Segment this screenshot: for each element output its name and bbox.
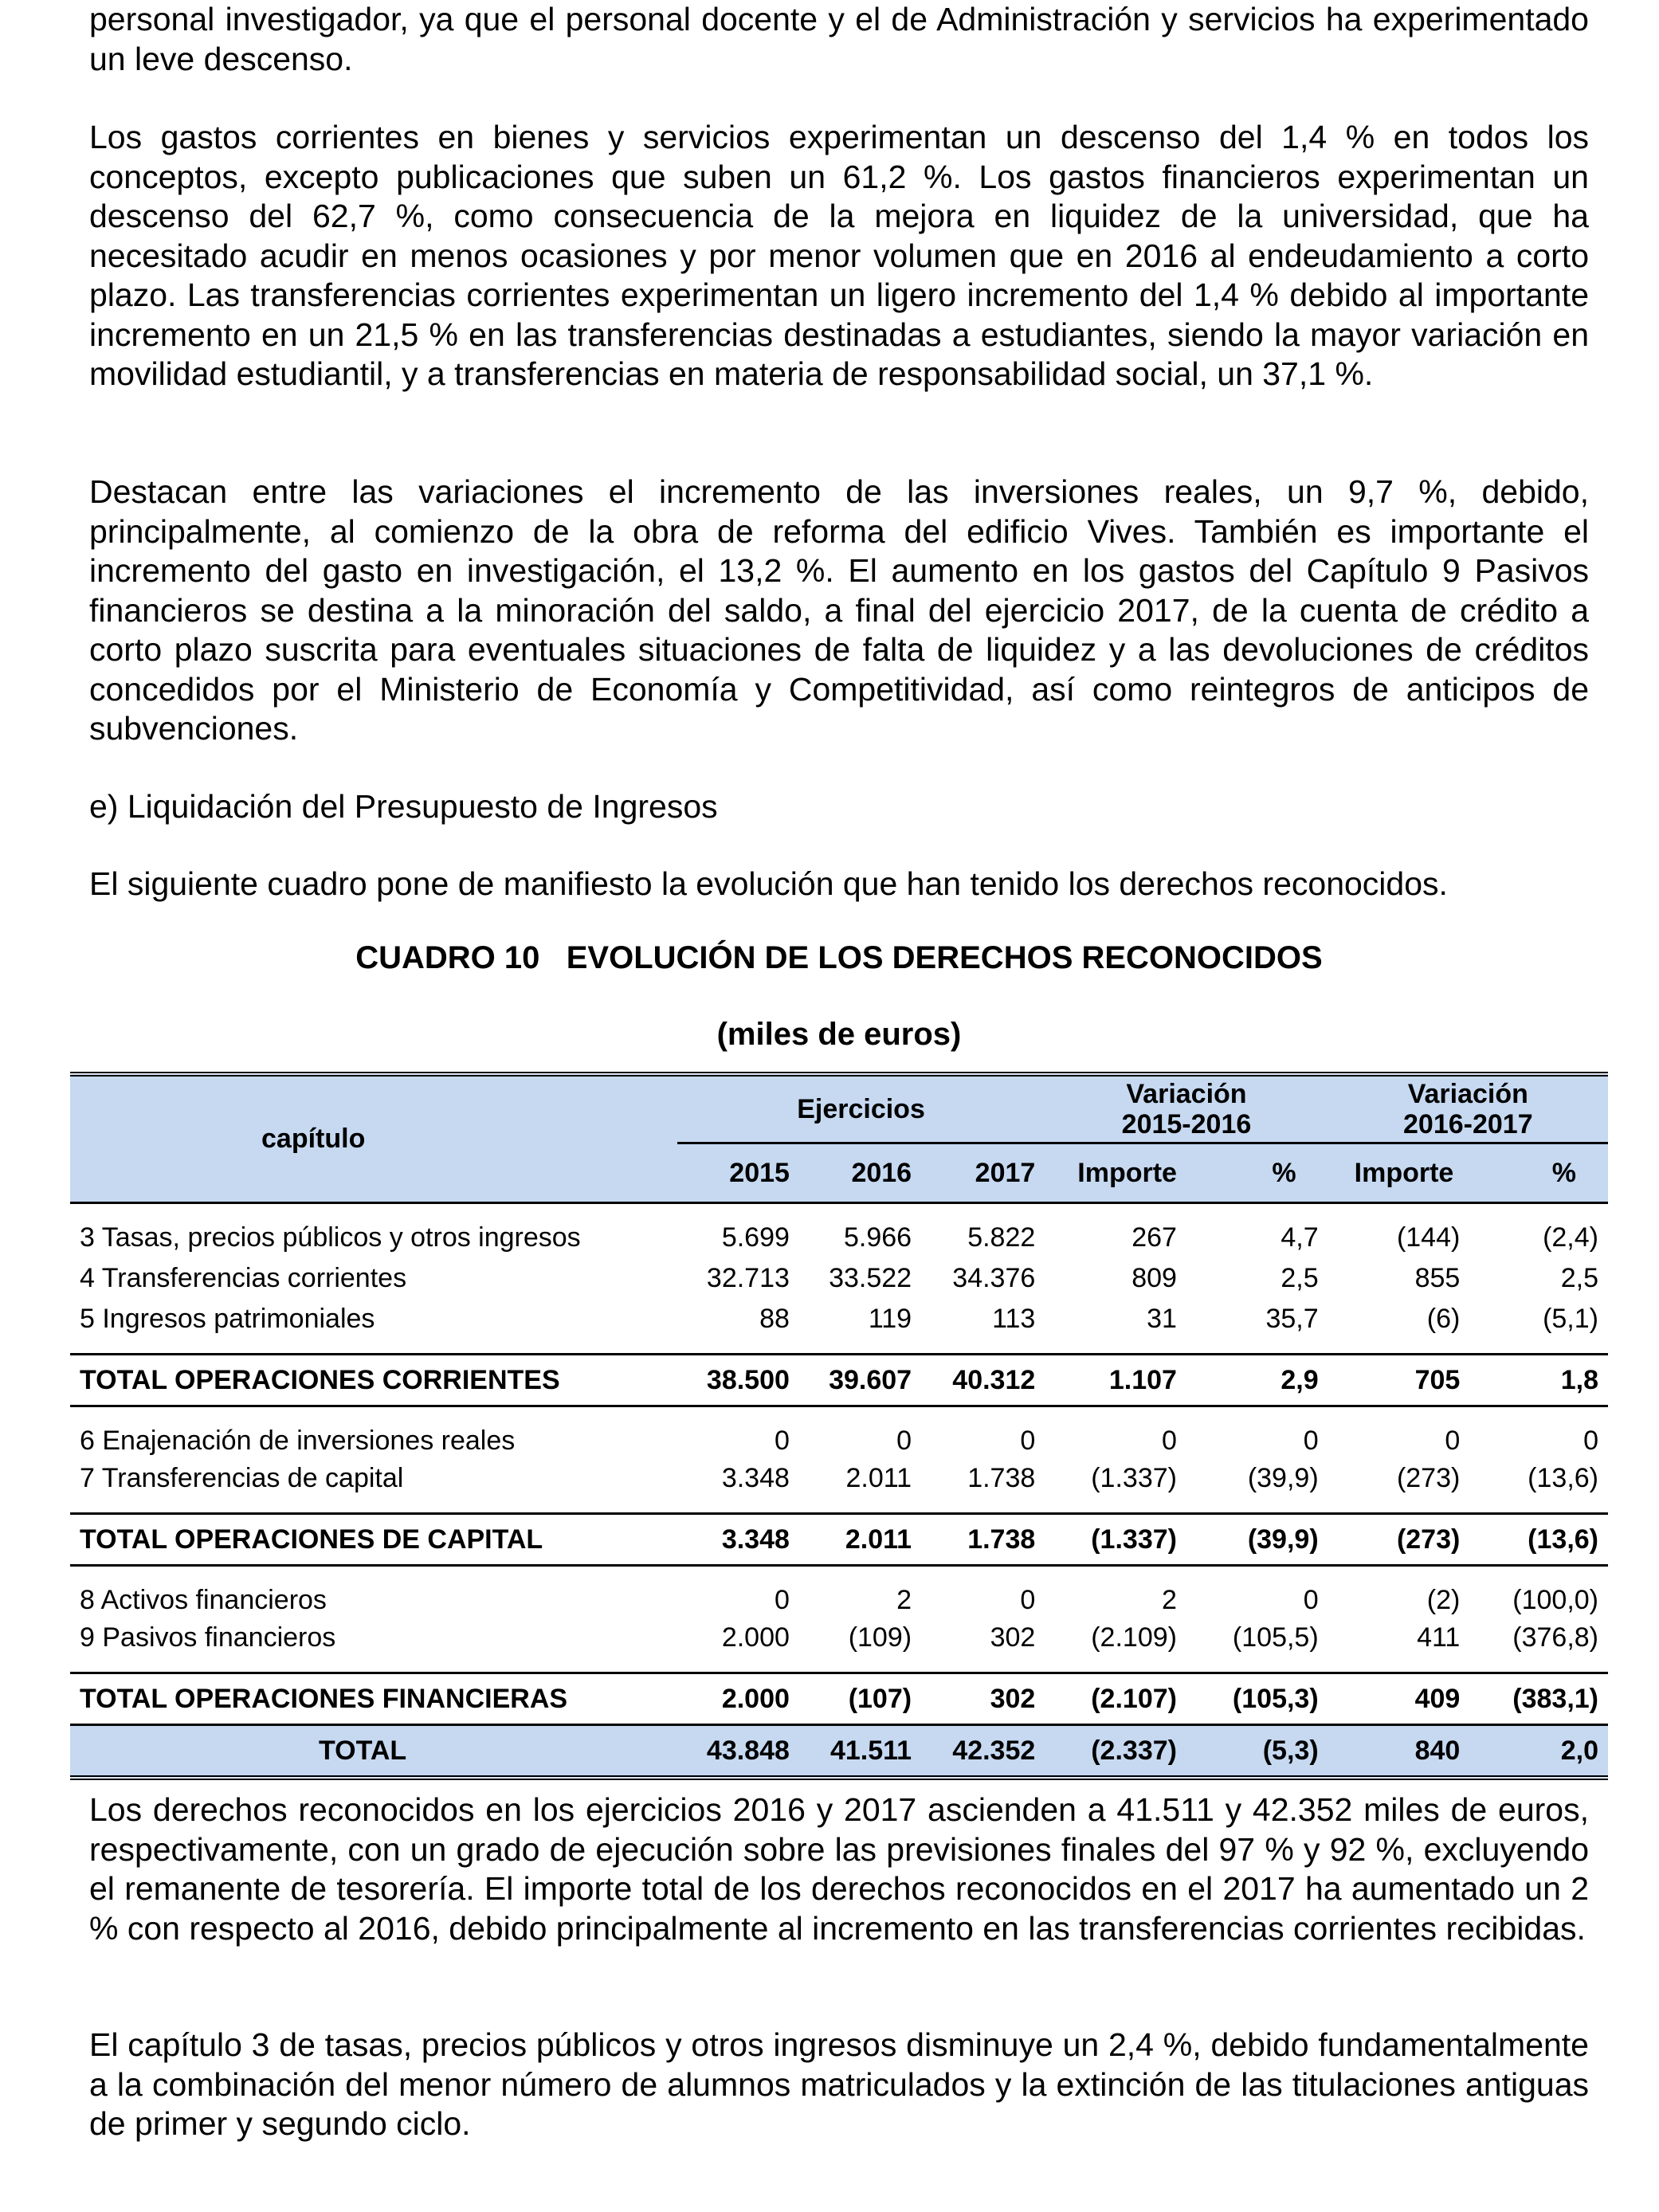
row-value: 1.738 <box>967 1463 1036 1493</box>
row-value: 2.011 <box>845 1524 912 1555</box>
table-row-total <box>70 1673 1608 1725</box>
row-value: 34.376 <box>952 1263 1036 1293</box>
row-label: 4 Transferencias corrientes <box>80 1263 407 1293</box>
table-row <box>70 1203 1608 1257</box>
row-value: 2,5 <box>1560 1263 1598 1293</box>
row-value: 0 <box>1162 1426 1177 1456</box>
header-pct-1: % <box>1272 1157 1296 1188</box>
row-value: (109) <box>848 1622 912 1653</box>
row-value: (376,8) <box>1512 1622 1598 1653</box>
header-variacion-2-line1: Variación <box>1407 1079 1528 1109</box>
row-value: (100,0) <box>1512 1585 1598 1615</box>
row-value: (1.337) <box>1091 1524 1177 1555</box>
table-row <box>70 1460 1608 1514</box>
row-value: 705 <box>1414 1364 1461 1395</box>
table-row <box>70 1406 1608 1461</box>
row-value: 2.000 <box>721 1683 790 1714</box>
paragraph-gastos-corrientes: Los gastos corrientes en bienes y servicios experimentan un descenso del 1,4 % en todos los conceptos, excepto publicaciones que suben un 61,2 %. Los gastos financieros experimentan un descenso del 62,7 %, como consecuencia de la mejora en liquidez de la universidad, que ha necesitado acudir en menos ocasiones y por menor volumen que en 2016 al endeudamiento a corto plazo. Las transferencias corrientes experimentan un ligero incremento del 1,4 % debido al importante incremento en un 21,5 % en las transferencias destinadas a estudiantes, siendo la mayor variación en movilidad estudiantil, y a transferencias en materia de responsabilidad social, un 37,1 %. <box>89 119 1589 392</box>
row-value: 0 <box>775 1426 790 1456</box>
row-label: 9 Pasivos financieros <box>80 1622 336 1653</box>
table-row-total <box>70 1355 1608 1406</box>
row-value: 40.312 <box>952 1364 1036 1395</box>
row-value: 113 <box>992 1304 1036 1334</box>
row-value: (105,3) <box>1232 1683 1319 1714</box>
table-body <box>70 1203 1608 1779</box>
row-value: (107) <box>848 1683 912 1714</box>
header-capitulo: capítulo <box>261 1124 366 1154</box>
row-value: 5.966 <box>843 1222 912 1253</box>
intro-sentence: El siguiente cuadro pone de manifiesto la evolución que han tenido los derechos reconocidos. <box>89 865 1448 902</box>
header-2016: 2016 <box>851 1157 912 1188</box>
header-variacion-1-line2: 2015-2016 <box>1121 1109 1252 1139</box>
row-value: 0 <box>1020 1585 1036 1615</box>
row-label: TOTAL OPERACIONES CORRIENTES <box>80 1364 560 1395</box>
table-row <box>70 1257 1608 1300</box>
table-row <box>70 1300 1608 1355</box>
row-value: 2 <box>896 1585 912 1615</box>
header-variacion-1-line1: Variación <box>1126 1079 1247 1109</box>
row-value: 2,9 <box>1281 1364 1319 1395</box>
row-value: 42.352 <box>952 1735 1036 1766</box>
row-value: 0 <box>896 1426 912 1456</box>
header-2017: 2017 <box>975 1157 1036 1188</box>
row-label: 5 Ingresos patrimoniales <box>80 1304 375 1334</box>
paragraph-capitulo-3: El capítulo 3 de tasas, precios públicos y otros ingresos disminuye un 2,4 %, debido fundamentalmente a la combinación del menor número de alumnos matriculados y la extinción de las titulaciones antiguas de primer y segundo ciclo. <box>89 2026 1589 2142</box>
row-value: 0 <box>1445 1426 1461 1456</box>
header-variacion-2016-2017 <box>1328 1074 1608 1143</box>
row-value: 2,5 <box>1281 1263 1319 1293</box>
table-header-row-1 <box>70 1074 1608 1143</box>
row-value: 0 <box>1583 1426 1598 1456</box>
paragraph-personal: personal investigador, ya que el personal docente y el de Administración y servicios ha experimentado un leve descenso. <box>89 1 1589 77</box>
row-value: 409 <box>1414 1683 1461 1714</box>
row-value: (5,3) <box>1262 1735 1319 1766</box>
row-value: (13,6) <box>1528 1524 1598 1555</box>
row-value: 4,7 <box>1281 1222 1319 1253</box>
row-value: (39,9) <box>1247 1524 1319 1555</box>
row-value: (105,5) <box>1232 1622 1319 1653</box>
row-value: 119 <box>868 1304 912 1334</box>
row-value: 31 <box>1147 1304 1177 1334</box>
row-value: 35,7 <box>1265 1304 1319 1334</box>
row-value: 302 <box>990 1683 1036 1714</box>
row-label: 8 Activos financieros <box>80 1585 327 1615</box>
table-row-grand-total <box>70 1725 1608 1779</box>
row-value: 5.699 <box>721 1222 790 1253</box>
derechos-reconocidos-table <box>70 1072 1608 1780</box>
row-label: 3 Tasas, precios públicos y otros ingresos <box>80 1222 581 1253</box>
row-value: (2) <box>1426 1585 1461 1615</box>
row-value: 0 <box>1020 1426 1036 1456</box>
row-value: 32.713 <box>706 1263 790 1293</box>
row-value: 809 <box>1131 1263 1177 1293</box>
row-value: 0 <box>1303 1585 1319 1615</box>
table-title: CUADRO 10 EVOLUCIÓN DE LOS DERECHOS RECONOCIDOS <box>355 940 1323 975</box>
row-value: (39,9) <box>1247 1463 1319 1493</box>
row-value: 2,0 <box>1560 1735 1598 1766</box>
row-value: 39.607 <box>829 1364 912 1395</box>
row-value: (1.337) <box>1091 1463 1177 1493</box>
header-ejercicios: Ejercicios <box>677 1074 1045 1143</box>
row-value: (383,1) <box>1512 1683 1598 1714</box>
table-row <box>70 1619 1608 1673</box>
row-value: (273) <box>1396 1524 1461 1555</box>
row-value: (6) <box>1426 1304 1461 1334</box>
row-label: 6 Enajenación de inversiones reales <box>80 1426 516 1456</box>
row-value: (273) <box>1396 1463 1461 1493</box>
row-label: TOTAL <box>319 1735 407 1766</box>
row-value: 88 <box>759 1304 790 1334</box>
row-value: 1.738 <box>967 1524 1036 1555</box>
row-value: (2,4) <box>1543 1222 1598 1253</box>
row-value: (2.107) <box>1091 1683 1177 1714</box>
paragraph-inversiones: Destacan entre las variaciones el incremento de las inversiones reales, un 9,7 %, debido, principalmente, al comienzo de la obra de reforma del edificio Vives. También es importante el incremento del gasto en investigación, el 13,2 %. El aumento en los gastos del Capítulo 9 Pasivos financieros se destina a la minoración del saldo, a final del ejercicio 2017, de la cuenta de crédito a corto plazo suscrita para eventuales situaciones de falta de liquidez y a las devoluciones de créditos concedidos por el Ministerio de Economía y Competitividad, así como reintegros de anticipos de subvenciones. <box>89 473 1589 747</box>
table-row-total <box>70 1514 1608 1566</box>
row-value: 33.522 <box>829 1263 912 1293</box>
row-value: 855 <box>1414 1263 1461 1293</box>
paragraph-derechos: Los derechos reconocidos en los ejercicios 2016 y 2017 ascienden a 41.511 y 42.352 miles de euros, respectivamente, con un grado de ejecución sobre las previsiones finales del 97 % y 92 %, excluyendo el remanente de tesorería. El importe total de los derechos reconocidos en el 2017 ha aumentado un 2 % con respecto al 2016, debido principalmente al incremento en las transferencias corrientes recibidas. <box>89 1791 1589 1947</box>
row-value: 1,8 <box>1560 1364 1598 1395</box>
row-value: (13,6) <box>1528 1463 1598 1493</box>
row-value: (2.337) <box>1091 1735 1177 1766</box>
header-variacion-2-line2: 2016-2017 <box>1403 1109 1533 1139</box>
row-value: 2.011 <box>845 1463 912 1493</box>
row-value: 5.822 <box>967 1222 1036 1253</box>
row-value: 411 <box>1417 1622 1461 1653</box>
header-pct-2: % <box>1551 1157 1576 1188</box>
row-value: (5,1) <box>1543 1304 1598 1334</box>
row-label: TOTAL OPERACIONES DE CAPITAL <box>80 1524 543 1555</box>
row-value: 1.107 <box>1108 1364 1177 1395</box>
row-value: (144) <box>1396 1222 1461 1253</box>
row-value: 43.848 <box>706 1735 790 1766</box>
row-label: 7 Transferencias de capital <box>80 1463 404 1493</box>
row-value: 302 <box>990 1622 1036 1653</box>
row-value: 41.511 <box>830 1735 912 1766</box>
row-label: TOTAL OPERACIONES FINANCIERAS <box>80 1683 568 1714</box>
row-value: 2 <box>1162 1585 1177 1615</box>
row-value: (2.109) <box>1091 1622 1177 1653</box>
row-value: 840 <box>1414 1735 1461 1766</box>
header-importe-1: Importe <box>1077 1157 1177 1188</box>
row-value: 0 <box>775 1585 790 1615</box>
table-row <box>70 1566 1608 1620</box>
row-value: 3.348 <box>721 1463 790 1493</box>
header-variacion-2015-2016 <box>1045 1074 1328 1143</box>
section-heading: e) Liquidación del Presupuesto de Ingresos <box>89 788 718 825</box>
row-value: 2.000 <box>721 1622 790 1653</box>
row-value: 38.500 <box>706 1364 790 1395</box>
header-2015: 2015 <box>729 1157 790 1188</box>
row-value: 3.348 <box>721 1524 790 1555</box>
table-subtitle: (miles de euros) <box>716 1017 962 1052</box>
header-importe-2: Importe <box>1354 1157 1454 1188</box>
row-value: 0 <box>1303 1426 1319 1456</box>
row-value: 267 <box>1131 1222 1177 1253</box>
